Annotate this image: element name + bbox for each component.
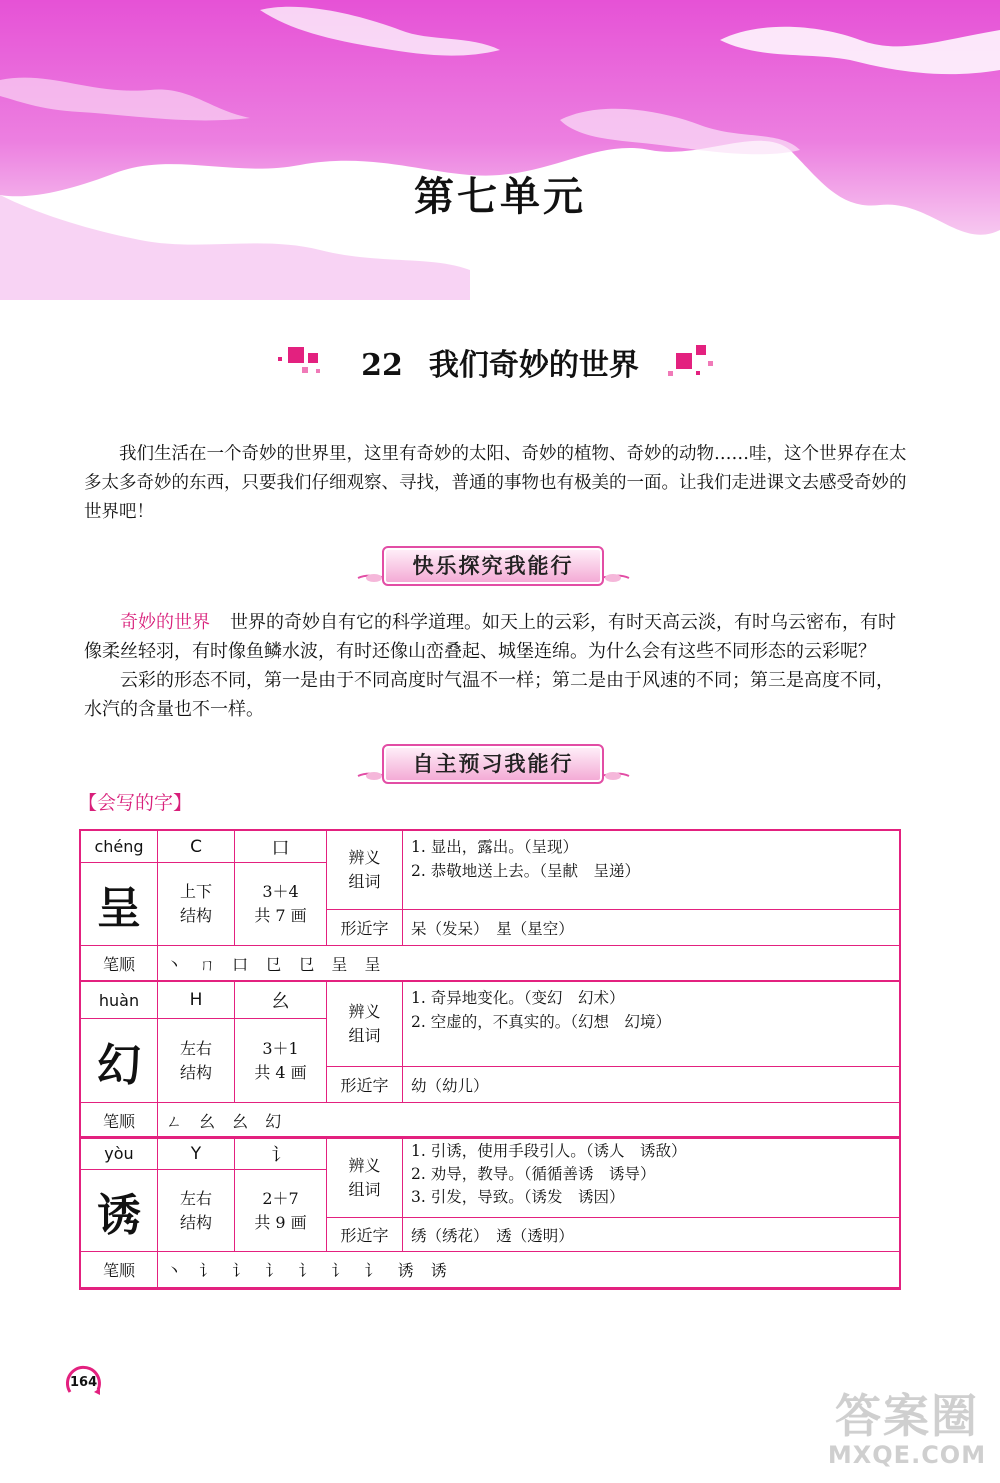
radical-cell: 口 (235, 831, 327, 863)
lesson-number: 22 (361, 348, 403, 383)
pinyin-cell: huàn (81, 982, 158, 1019)
meaning-list: 1. 奇异地变化。（变幻 幻术） 2. 空虚的，不真实的。（幻想 幻境） (403, 982, 899, 1067)
character-glyph: 呈 (81, 863, 158, 946)
meaning-label: 辨义 组词 (327, 1138, 403, 1218)
radical-cell: 幺 (235, 982, 327, 1019)
stroke-count-cell: 2＋7 共 9 画 (235, 1170, 327, 1252)
meaning-list: 1. 显出，露出。（呈现） 2. 恭敬地送上去。（呈献 呈递） (403, 831, 899, 910)
cloud-banner-graphic (0, 0, 1000, 320)
similar-label: 形近字 (327, 1218, 403, 1252)
meaning-label: 辨义 组词 (327, 831, 403, 910)
writable-characters-heading: 【会写的字】 (78, 792, 193, 814)
stroke-order-label: 笔顺 (81, 1103, 158, 1139)
explore-paragraph-2: 云彩的形态不同，第一是由于不同高度时气温不一样；第二是由于风速的不同；第三是高度不同，水汽的含量也不一样。 (84, 670, 894, 720)
stroke-order: 丶 ㄇ 口 㔾 㔾 呈 呈 (158, 946, 899, 982)
character-card-cheng (79, 829, 901, 982)
lesson-title (0, 340, 1000, 384)
character-card-huan (79, 980, 901, 1139)
initial-cell: H (158, 982, 235, 1019)
structure-cell: 上下 结构 (158, 863, 235, 946)
similar-label: 形近字 (327, 1067, 403, 1103)
stroke-order: ㄥ 幺 幺 幻 (158, 1103, 899, 1139)
explore-paragraph-1: 奇妙的世界 世界的奇妙自有它的科学道理。如天上的云彩，有时天高云淡，有时乌云密布，有时像柔丝轻羽，有时像鱼鳞水波，有时还像山峦叠起、城堡连绵。为什么会有这些不同形态的云彩呢？ (84, 612, 896, 662)
pinyin-cell: yòu (81, 1138, 158, 1170)
section-banner-preview (356, 744, 631, 788)
similar-characters: 绣（绣花） 透（透明） (403, 1218, 899, 1252)
initial-cell: C (158, 831, 235, 863)
stroke-order: 丶 讠 讠 讠 讠 讠 讠 诱 诱 (158, 1252, 899, 1288)
radical-cell: 讠 (235, 1138, 327, 1170)
stroke-order-label: 笔顺 (81, 1252, 158, 1288)
unit-title: 第七单元 (414, 173, 586, 220)
meaning-list: 1. 引诱，使用手段引人。（诱人 诱敌） 2. 劝导，教导。（循循善诱 诱导） 3. 引发，导致。（诱发 诱因） (403, 1138, 899, 1218)
initial-cell: Y (158, 1138, 235, 1170)
section-title-preview: 自主预习我能行 (382, 744, 604, 784)
structure-cell: 左右 结构 (158, 1019, 235, 1103)
stroke-count-cell: 3＋4 共 7 画 (235, 863, 327, 946)
section-title-explore: 快乐探究我能行 (382, 546, 604, 586)
character-card-you (79, 1136, 901, 1290)
page-number-badge (64, 1362, 104, 1402)
meaning-label: 辨义 组词 (327, 982, 403, 1067)
right-square-decoration (664, 343, 720, 383)
similar-characters: 呆（发呆） 星（星空） (403, 910, 899, 946)
structure-cell: 左右 结构 (158, 1170, 235, 1252)
stroke-count-cell: 3＋1 共 4 画 (235, 1019, 327, 1103)
watermark-logo: 答案圈 MXQE.COM (827, 1389, 987, 1469)
character-glyph: 诱 (81, 1170, 158, 1252)
section-banner-explore (356, 546, 631, 590)
page-number: 164 (70, 1375, 98, 1390)
lesson-name: 我们奇妙的世界 (428, 348, 639, 383)
explore-content (84, 608, 910, 724)
similar-label: 形近字 (327, 910, 403, 946)
character-glyph: 幻 (81, 1019, 158, 1103)
pinyin-cell: chéng (81, 831, 158, 863)
similar-characters: 幼（幼儿） (403, 1067, 899, 1103)
unit-banner (0, 0, 1000, 320)
intro-paragraph: 我们生活在一个奇妙的世界里，这里有奇妙的太阳、奇妙的植物、奇妙的动物……哇，这个世界存在太多太多奇妙的东西，只要我们仔细观察、寻找，普通的事物也有极美的一面。让我们走进课文去感受奇妙的世界吧！ (84, 444, 907, 522)
stroke-order-label: 笔顺 (81, 946, 158, 982)
keyword-label: 奇妙的世界 (120, 612, 210, 633)
